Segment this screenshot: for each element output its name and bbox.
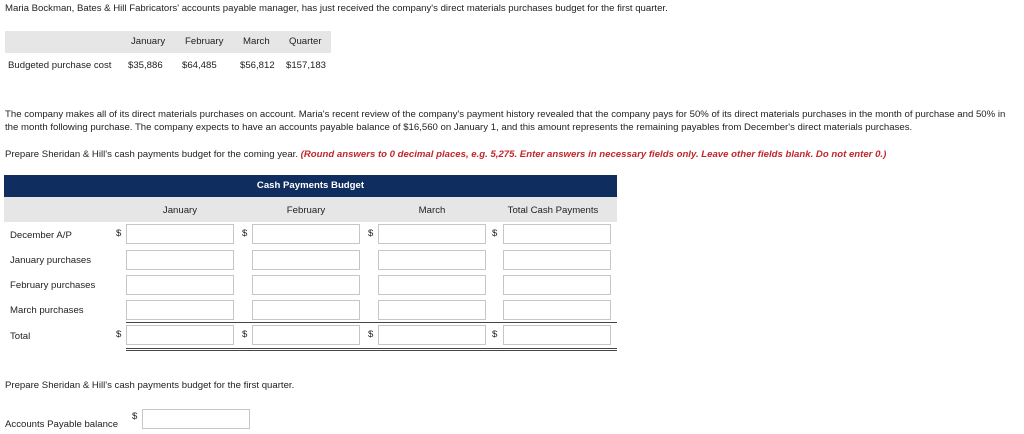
col-header-march: March [418,205,446,216]
december-ap-march-input[interactable] [378,224,486,244]
total-bottom-rule-1 [126,348,617,349]
total-bottom-rule-2 [126,350,617,351]
instruction-text: Prepare Sheridan & Hill's cash payments budget for the coming year. [5,149,298,160]
march-purchases-january-input[interactable] [126,300,234,320]
march-purchases-march-input[interactable] [378,300,486,320]
problem-paragraph: The company makes all of its direct materials purchases on account. Maria's recent review of the company's payment history revealed that the company pays for 50% of its direct materials purchases in the month of purchase and 50% in the month following purchase. The company expects to have an accounts payable balance of $16,560 on January 1, and this amount represents the remaining payables from December's direct materials purchases. [5,109,1006,133]
february-purchases-total-input[interactable] [503,275,611,295]
row-label-december-ap: December A/P [10,230,72,241]
total-february-input[interactable] [252,325,360,345]
row-label-march-purchases: March purchases [10,305,84,316]
col-header-february: February [286,205,326,216]
ap-balance-label: Accounts Payable balance [5,419,119,430]
ap-balance-input[interactable] [142,409,250,429]
march-purchases-february-input[interactable] [252,300,360,320]
december-ap-total-input[interactable] [503,224,611,244]
row-december-dollar-mar: $ [368,228,374,239]
row-december-dollar-jan: $ [116,228,122,239]
total-top-rule [126,322,617,323]
question-2-text: Prepare Sheridan & Hill's cash payments budget for the first quarter. [5,380,295,391]
march-purchases-total-input[interactable] [503,300,611,320]
february-purchases-january-input[interactable] [126,275,234,295]
total-total-input[interactable] [503,325,611,345]
row-total-dollar-total: $ [492,329,498,340]
cash-budget-title: Cash Payments Budget [4,175,617,197]
budget-value-february: $64,485 [182,60,217,71]
row-total-dollar-jan: $ [116,329,122,340]
row-label-february-purchases: February purchases [10,280,96,291]
row-december-dollar-feb: $ [242,228,248,239]
budget-value-march: $56,812 [240,60,275,71]
budget-col-march: March [243,36,270,47]
budget-value-january: $35,886 [128,60,163,71]
ap-balance-dollar: $ [132,411,138,422]
february-purchases-february-input[interactable] [252,275,360,295]
col-header-january: January [162,205,198,216]
row-total-dollar-mar: $ [368,329,374,340]
col-header-total: Total Cash Payments [507,205,599,216]
total-january-input[interactable] [126,325,234,345]
row-label-total: Total [10,331,31,342]
february-purchases-march-input[interactable] [378,275,486,295]
row-total-dollar-feb: $ [242,329,248,340]
instruction-note: (Round answers to 0 decimal places, e.g. 5,275. Enter answers in necessary fields only. Leave other fields blank. Do not enter 0.) [300,149,887,160]
january-purchases-february-input[interactable] [252,250,360,270]
budget-row-label: Budgeted purchase cost [8,60,112,71]
total-march-input[interactable] [378,325,486,345]
budget-col-january: January [131,36,166,47]
instruction [5,149,886,160]
intro-text: Maria Bockman, Bates & Hill Fabricators' accounts payable manager, has just received the company's direct materials purchases budget for the first quarter. [5,3,668,14]
december-ap-january-input[interactable] [126,224,234,244]
row-label-january-purchases: January purchases [10,255,92,266]
budget-col-february: February [185,36,224,47]
january-purchases-january-input[interactable] [126,250,234,270]
budget-value-quarter: $157,183 [286,60,327,71]
budget-header-band [5,31,331,53]
row-december-dollar-total: $ [492,228,498,239]
january-purchases-march-input[interactable] [378,250,486,270]
january-purchases-total-input[interactable] [503,250,611,270]
december-ap-february-input[interactable] [252,224,360,244]
budget-col-quarter: Quarter [289,36,322,47]
